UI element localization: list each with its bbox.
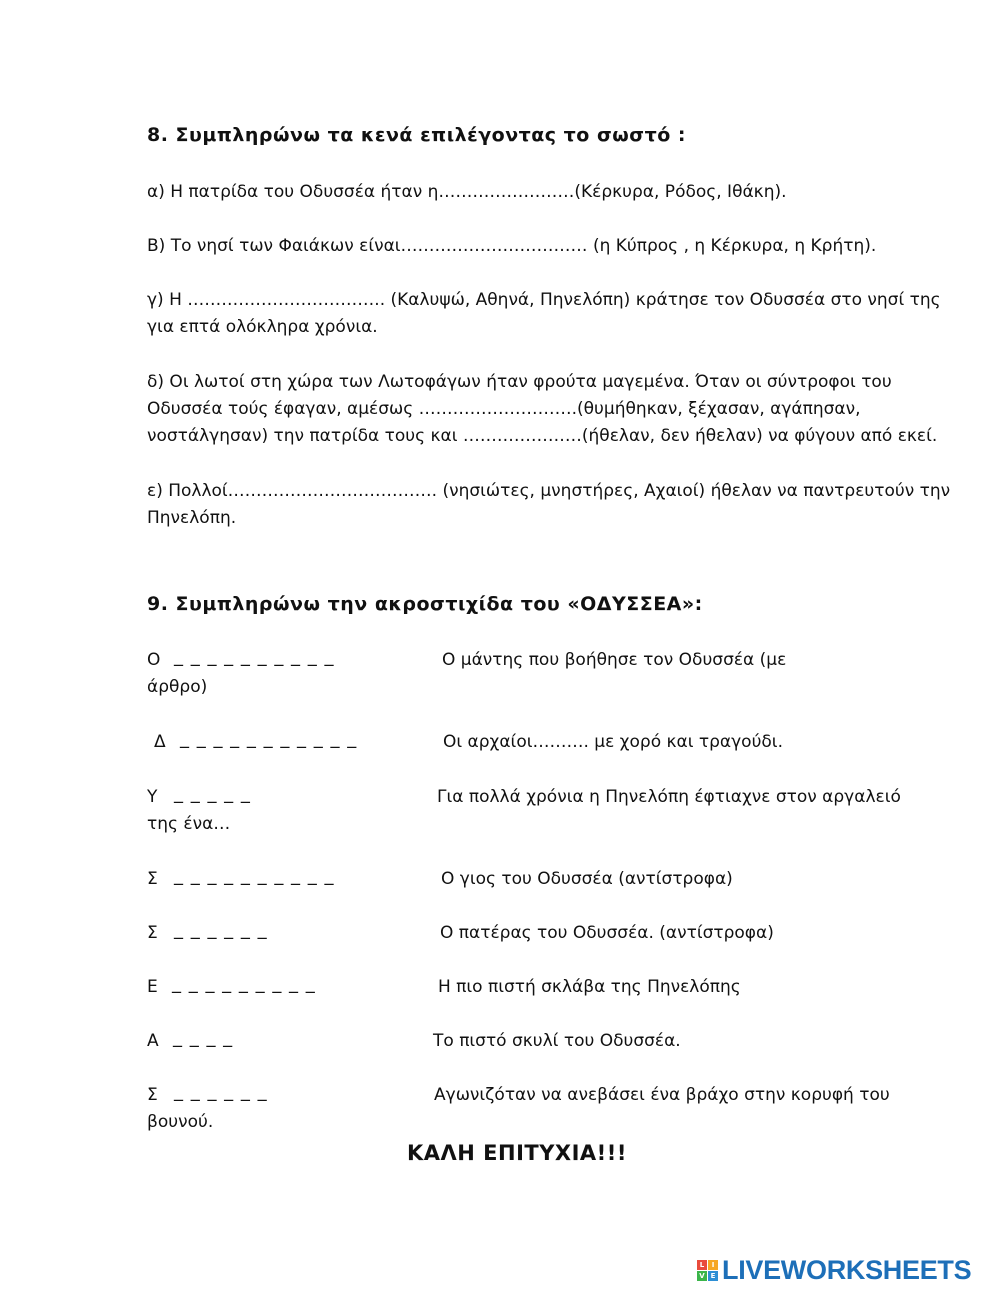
acrostic-clue: Η πιο πιστή σκλάβα της Πηνελόπης [438, 977, 741, 997]
question-a: α) Η πατρίδα του Οδυσσέα ήταν η……………………(Κέρκυρα, Ρόδος, Ιθάκη). [147, 182, 787, 202]
acrostic-clue: Το πιστό σκυλί του Οδυσσέα. [433, 1031, 681, 1051]
acrostic-blanks[interactable]: _ _ _ _ _ _ _ _ _ _ [174, 865, 335, 886]
liveworksheets-logo[interactable] [697, 1254, 971, 1286]
question-b: Β) Το νησί των Φαιάκων είναι…………………………… (η Κύπρος , η Κέρκυρα, η Κρήτη). [147, 236, 877, 256]
acrostic-letter: Ε [147, 977, 158, 997]
logo-block: V [697, 1271, 707, 1281]
question-e-line1: ε) Πολλοί………………………………. (νησιώτες, μνηστήρες, Αχαιοί) ήθελαν να παντρευτούν την [147, 481, 951, 501]
acrostic-letter: Υ [147, 787, 158, 807]
acrostic-blanks[interactable]: _ _ _ _ _ _ [174, 1081, 268, 1102]
acrostic-letter: Σ [147, 923, 158, 943]
acrostic-clue: Αγωνιζόταν να ανεβάσει ένα βράχο στην κορυφή του [434, 1085, 890, 1105]
acrostic-letter: Ο [147, 650, 161, 670]
acrostic-letter: Α [147, 1031, 159, 1051]
closing-message: ΚΑΛΗ ΕΠΙΤΥΧΙΑ!!! [407, 1141, 627, 1165]
acrostic-clue: Ο μάντης που βοήθησε τον Οδυσσέα (με [442, 650, 787, 670]
acrostic-clue: Για πολλά χρόνια η Πηνελόπη έφτιαχνε στον αργαλειό [437, 787, 901, 807]
logo-block: I [708, 1260, 718, 1270]
acrostic-clue-continued: της ένα… [147, 814, 231, 834]
question-c-line2: για επτά ολόκληρα χρόνια. [147, 317, 378, 337]
acrostic-blanks[interactable]: _ _ _ _ _ _ _ _ _ [172, 973, 316, 994]
acrostic-blanks[interactable]: _ _ _ _ [173, 1027, 234, 1048]
acrostic-clue-continued: βουνού. [147, 1112, 214, 1132]
acrostic-blanks[interactable]: _ _ _ _ _ _ [174, 919, 268, 940]
acrostic-clue: Ο γιος του Οδυσσέα (αντίστροφα) [441, 869, 733, 889]
logo-block: L [697, 1260, 707, 1270]
acrostic-clue: Ο πατέρας του Οδυσσέα. (αντίστροφα) [440, 923, 774, 943]
acrostic-letter: Σ [147, 869, 158, 889]
question-c-line1: γ) Η …………………………….. (Καλυψώ, Αθηνά, Πηνελόπη) κράτησε τον Οδυσσέα στο νησί της [147, 290, 941, 310]
question-e-line2: Πηνελόπη. [147, 508, 237, 528]
question-d-line2: Οδυσσέα τούς έφαγαν, αμέσως ……………………….(θυμήθηκαν, ξέχασαν, αγάπησαν, [147, 399, 861, 419]
acrostic-blanks[interactable]: _ _ _ _ _ _ _ _ _ _ [174, 646, 335, 667]
acrostic-clue: Οι αρχαίοι………. με χορό και τραγούδι. [443, 732, 783, 752]
question-d-line3: νοστάλγησαν) την πατρίδα τους και …………………(ήθελαν, δεν ήθελαν) να φύγουν από εκεί. [147, 426, 938, 446]
logo-block: E [708, 1271, 718, 1281]
acrostic-letter: Δ [154, 732, 166, 752]
logo-blocks-icon [697, 1260, 718, 1281]
logo-text: LIVEWORKSHEETS [722, 1254, 972, 1285]
acrostic-clue-continued: άρθρο) [147, 677, 208, 697]
section-8-title: 8. Συμπληρώνω τα κενά επιλέγοντας το σωστό : [147, 124, 686, 146]
acrostic-blanks[interactable]: _ _ _ _ _ _ _ _ _ _ _ [180, 728, 358, 749]
section-9-title: 9. Συμπληρώνω την ακροστιχίδα του «ΟΔΥΣΣΕΑ»: [147, 593, 703, 615]
question-d-line1: δ) Οι λωτοί στη χώρα των Λωτοφάγων ήταν φρούτα μαγεμένα. Όταν οι σύντροφοι του [147, 372, 892, 392]
acrostic-letter: Σ [147, 1085, 158, 1105]
acrostic-blanks[interactable]: _ _ _ _ _ [174, 783, 251, 804]
